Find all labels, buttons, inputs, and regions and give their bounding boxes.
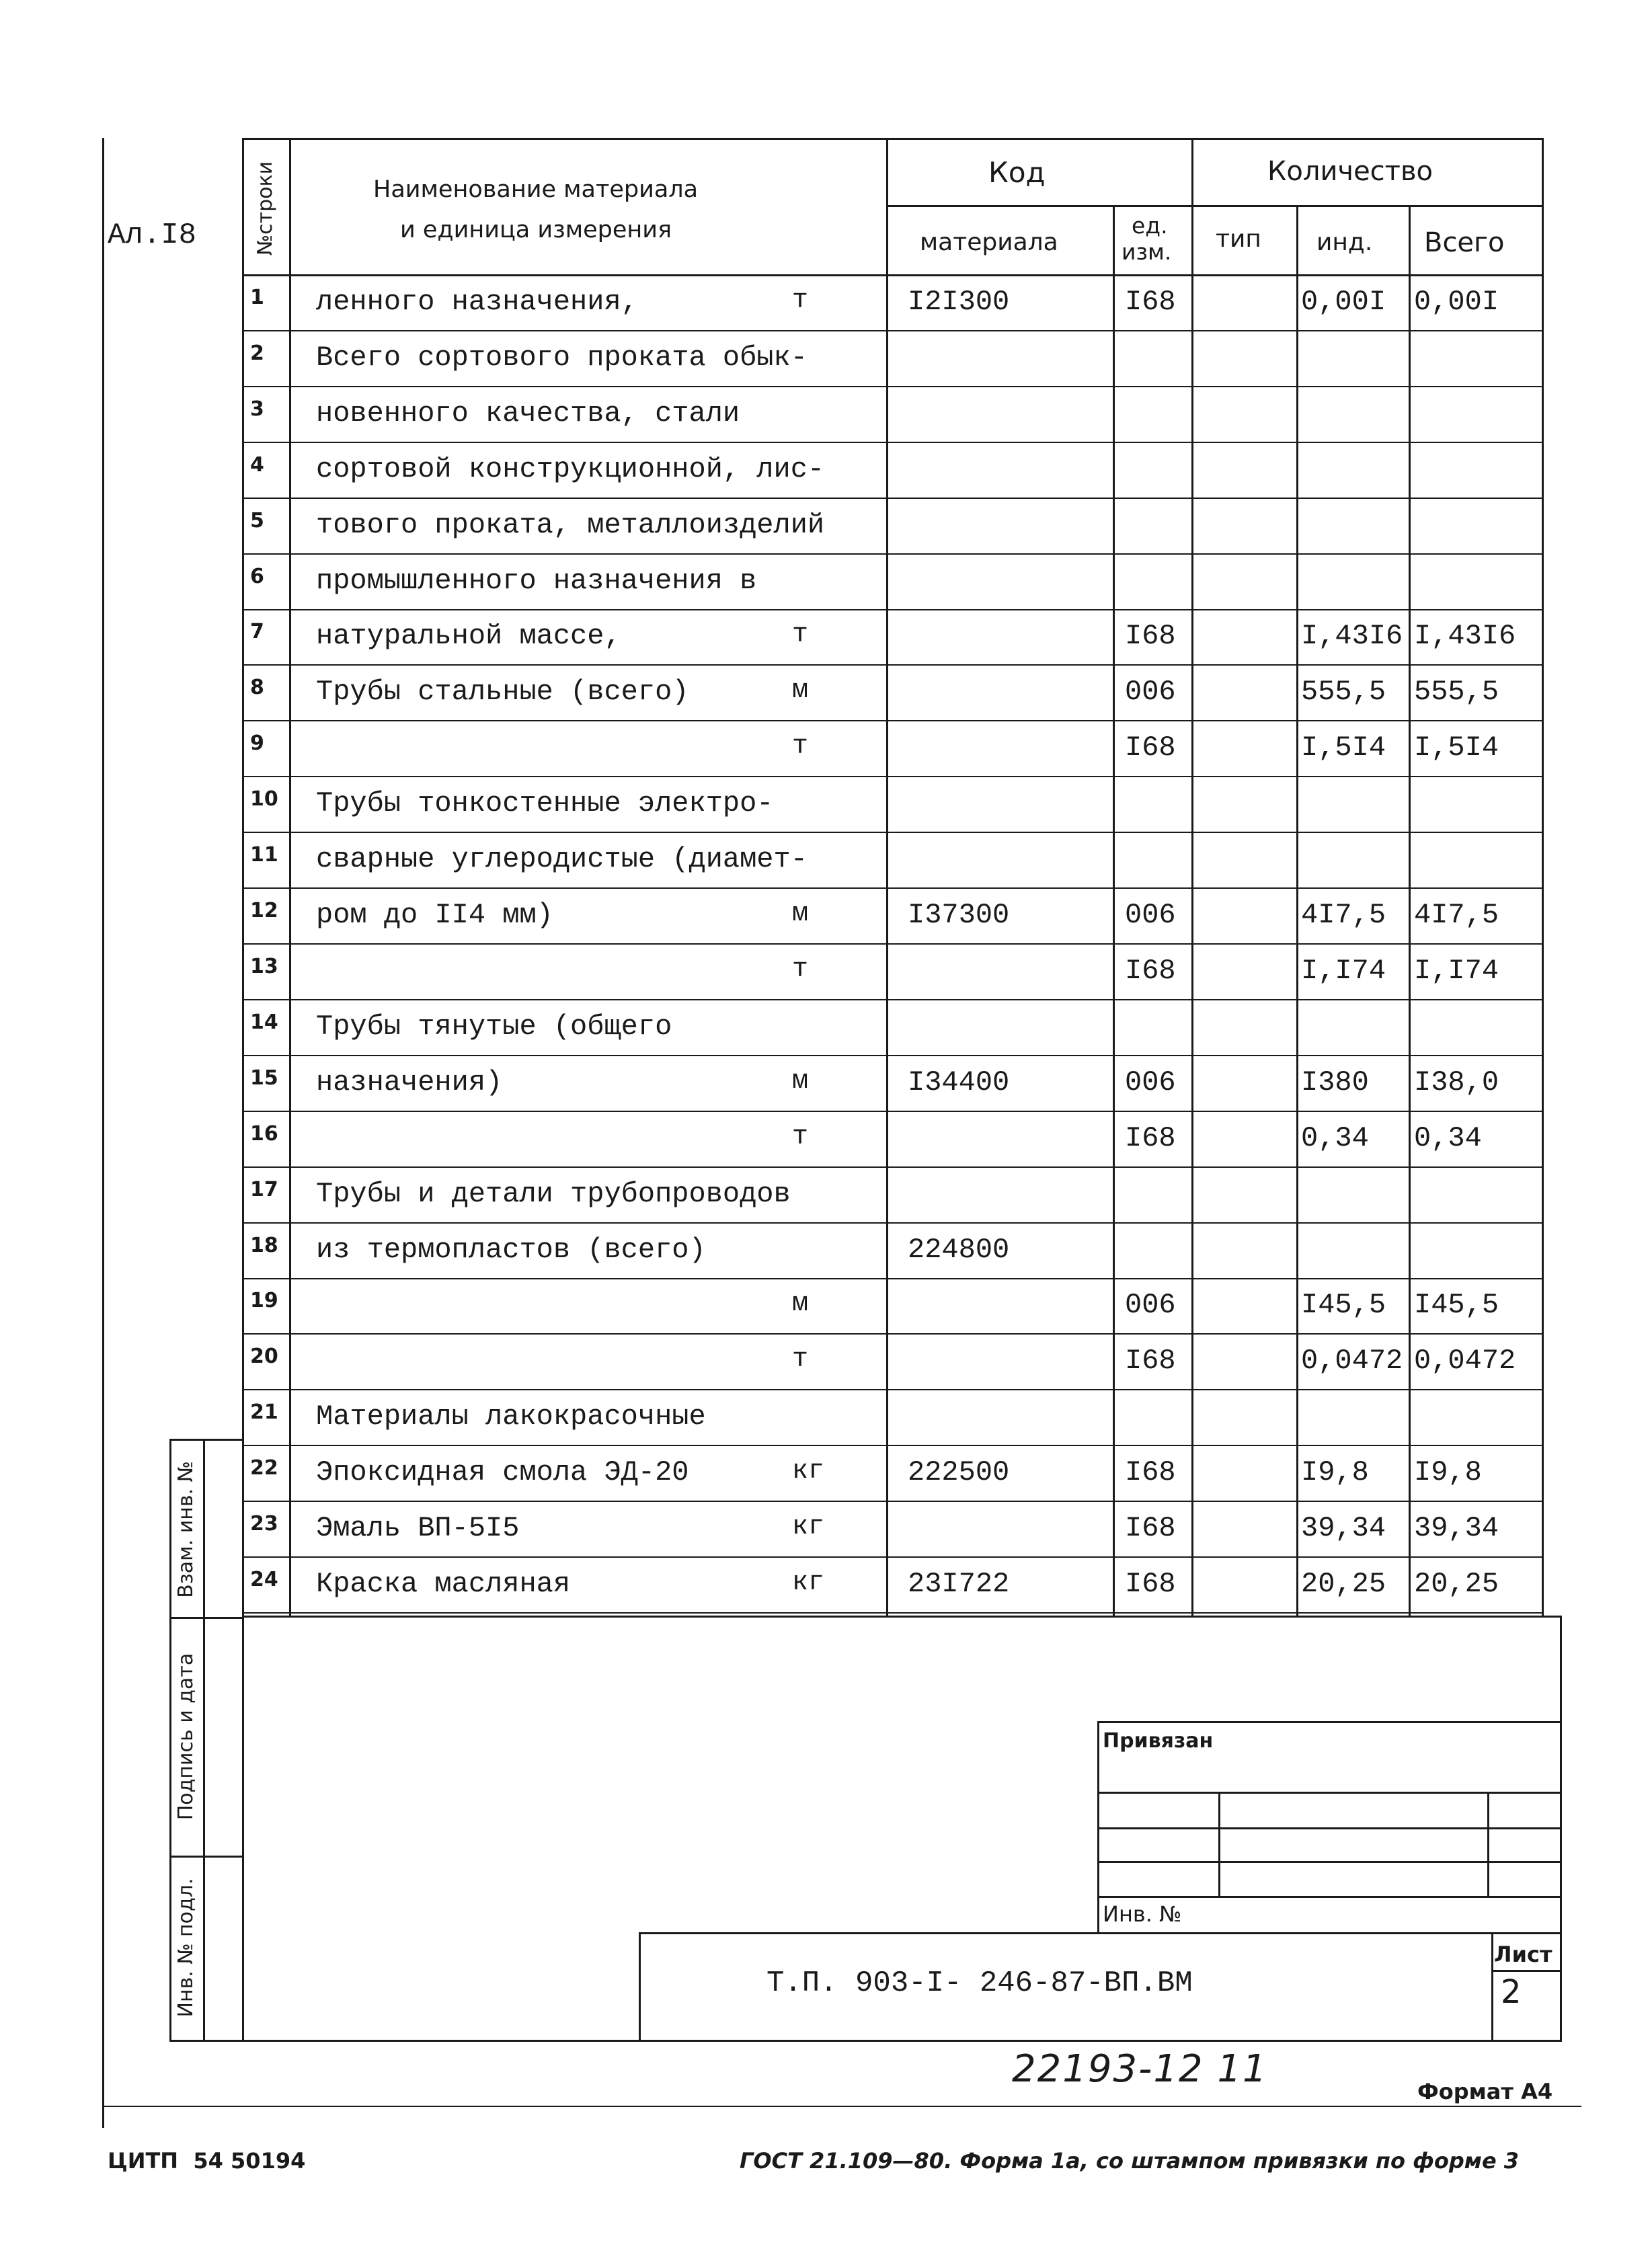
row-number: 21 — [250, 1400, 278, 1424]
row-divider — [242, 609, 1542, 610]
stamp-inv-label: Инв. № — [1103, 1901, 1182, 1927]
row-material-name: Эпоксидная смола ЭД-20 — [316, 1456, 689, 1488]
header-name-line2: и единица измерения — [400, 216, 672, 243]
row-quantity-ind: 0,34 — [1301, 1122, 1369, 1154]
title-block-list-number: 2 — [1501, 1973, 1522, 2011]
row-number: 9 — [250, 731, 264, 755]
row-material-name: назначения) — [316, 1066, 503, 1099]
footer-left-code: ЦИТП 54 50194 — [108, 2148, 306, 2174]
title-block-list-divider — [1491, 1932, 1493, 2042]
row-unit-code: I68 — [1125, 731, 1176, 764]
row-unit-code: I68 — [1125, 1512, 1176, 1544]
row-quantity-ind: 39,34 — [1301, 1512, 1386, 1544]
row-quantity-total: 4I7,5 — [1414, 899, 1499, 931]
row-quantity-ind: 0,00I — [1301, 286, 1386, 318]
col-name-divider — [289, 138, 291, 1616]
table-body-bottom-line — [242, 1616, 1562, 1618]
row-number: 12 — [250, 899, 278, 922]
row-material-code: 222500 — [908, 1456, 1010, 1488]
header-material: материала — [920, 229, 1058, 256]
title-block-bottom — [242, 2040, 1562, 2042]
row-divider — [242, 1222, 1542, 1224]
header-total: Всего — [1424, 227, 1505, 258]
row-unit-code: 006 — [1125, 676, 1176, 708]
row-number: 24 — [250, 1568, 278, 1591]
row-material-name: сварные углеродистые (диамет- — [316, 843, 808, 875]
row-material-name: ром до II4 мм) — [316, 899, 553, 931]
row-divider — [242, 1055, 1542, 1056]
title-block-list-line — [1491, 1970, 1562, 1972]
row-divider — [242, 498, 1542, 499]
row-quantity-total: I,I74 — [1414, 955, 1499, 987]
header-type: тип — [1216, 225, 1261, 253]
row-material-code: I37300 — [908, 899, 1010, 931]
stamp-inner-divider-1 — [1218, 1792, 1220, 1896]
row-unit-symbol: кг — [792, 1568, 825, 1598]
row-divider — [242, 1166, 1542, 1168]
row-number: 23 — [250, 1512, 278, 1536]
row-unit-symbol: т — [792, 955, 809, 985]
row-unit-code: 006 — [1125, 1066, 1176, 1099]
col-code-divider — [886, 138, 888, 1616]
row-unit-code: I68 — [1125, 1456, 1176, 1488]
title-block-list-label: Лист — [1494, 1942, 1552, 1967]
header-row-number: №строки — [253, 161, 277, 256]
row-unit-code: I68 — [1125, 286, 1176, 318]
stamp-inner-divider-2 — [1487, 1792, 1489, 1896]
row-unit-code: I68 — [1125, 955, 1176, 987]
left-margin-line — [102, 138, 104, 2128]
stamp-privyazan-label: Привязан — [1103, 1729, 1214, 1753]
row-quantity-ind: 4I7,5 — [1301, 899, 1386, 931]
footer-gost: ГОСТ 21.109—80. Форма 1а, со штампом привязки по форме 3 — [740, 2148, 1520, 2174]
row-material-code: I34400 — [908, 1066, 1010, 1099]
row-quantity-total: 0,34 — [1414, 1122, 1482, 1154]
row-quantity-ind: 555,5 — [1301, 676, 1386, 708]
row-number: 1 — [250, 286, 264, 309]
row-material-name: новенного качества, стали — [316, 397, 740, 430]
row-material-name: Трубы тонкостенные электро- — [316, 787, 774, 820]
row-quantity-ind: I9,8 — [1301, 1456, 1369, 1488]
row-quantity-total: 555,5 — [1414, 676, 1499, 708]
row-quantity-ind: I,5I4 — [1301, 731, 1386, 764]
row-quantity-total: I,43I6 — [1414, 620, 1516, 652]
row-quantity-total: 20,25 — [1414, 1568, 1499, 1600]
row-quantity-total: 39,34 — [1414, 1512, 1499, 1544]
row-unit-code: I68 — [1125, 1345, 1176, 1377]
title-block-left — [639, 1932, 641, 2042]
row-number: 20 — [250, 1345, 278, 1368]
row-material-name: Материалы лакокрасочные — [316, 1400, 706, 1433]
row-divider — [242, 887, 1542, 889]
row-quantity-total: I9,8 — [1414, 1456, 1482, 1488]
row-unit-code: I68 — [1125, 620, 1176, 652]
row-material-name: тового проката, металлоизделий — [316, 509, 825, 541]
side-stamp-line-1 — [169, 1617, 242, 1619]
header-quantity: Количество — [1267, 156, 1433, 187]
row-divider — [242, 776, 1542, 777]
col-total-divider — [1542, 138, 1544, 1616]
row-quantity-total: 0,00I — [1414, 286, 1499, 318]
row-quantity-total: I45,5 — [1414, 1289, 1499, 1321]
row-divider — [242, 1111, 1542, 1112]
row-number: 7 — [250, 620, 264, 643]
row-quantity-ind: 0,0472 — [1301, 1345, 1403, 1377]
row-divider — [242, 1445, 1542, 1446]
row-divider — [242, 664, 1542, 666]
handwritten-inventory-number: 22193-12 11 — [1012, 2047, 1268, 2091]
col-qty-divider — [1191, 138, 1193, 1616]
col-type-divider — [1296, 205, 1298, 1616]
row-number: 16 — [250, 1122, 278, 1146]
row-number: 3 — [250, 397, 264, 421]
side-label-vzam-inv: Взам. инв. № — [174, 1461, 198, 1598]
row-unit-code: I68 — [1125, 1122, 1176, 1154]
footer-line — [102, 2106, 1581, 2107]
stamp-privyazan-top — [1097, 1721, 1562, 1723]
row-quantity-total: I38,0 — [1414, 1066, 1499, 1099]
header-unit-line2: изм. — [1122, 239, 1172, 265]
row-divider — [242, 720, 1542, 721]
header-ind: инд. — [1316, 229, 1373, 256]
row-divider — [242, 1278, 1542, 1279]
row-divider — [242, 943, 1542, 945]
side-stamp-inner-border — [203, 1439, 205, 2042]
row-material-name: Всего сортового проката обык- — [316, 342, 808, 374]
row-unit-symbol: м — [792, 1066, 809, 1097]
row-number: 5 — [250, 509, 264, 532]
row-unit-symbol: т — [792, 731, 809, 762]
row-material-name: Краска масляная — [316, 1568, 571, 1600]
row-unit-symbol: т — [792, 286, 809, 316]
row-divider — [242, 1333, 1542, 1335]
row-quantity-ind: I45,5 — [1301, 1289, 1386, 1321]
row-material-name: Трубы тянутые (общего — [316, 1010, 672, 1043]
header-unit-line1: ед. — [1132, 212, 1168, 239]
row-unit-symbol: кг — [792, 1456, 825, 1486]
row-divider — [242, 386, 1542, 387]
row-number: 19 — [250, 1289, 278, 1312]
row-quantity-ind: I380 — [1301, 1066, 1369, 1099]
row-divider — [242, 1501, 1542, 1502]
row-divider — [242, 442, 1542, 443]
row-number: 6 — [250, 565, 264, 588]
header-mid-line — [886, 205, 1542, 207]
row-divider — [242, 999, 1542, 1000]
row-unit-symbol: м — [792, 899, 809, 929]
row-divider — [242, 553, 1542, 555]
format-label: Формат А4 — [1417, 2079, 1553, 2104]
row-material-code: I2I300 — [908, 286, 1010, 318]
table-left-border — [242, 138, 244, 2042]
row-number: 14 — [250, 1010, 278, 1034]
row-material-name: Эмаль ВП-5I5 — [316, 1512, 520, 1544]
header-name-line1: Наименование материала — [373, 176, 699, 203]
stamp-line-1 — [1097, 1792, 1562, 1794]
col-unit-divider — [1113, 205, 1115, 1616]
header-code: Код — [988, 156, 1046, 189]
row-material-name: промышленного назначения в — [316, 565, 757, 597]
stamp-line-3 — [1097, 1861, 1562, 1863]
row-number: 4 — [250, 453, 264, 477]
stamp-line-4 — [1097, 1896, 1562, 1898]
side-label-inv-podl: Инв. № подл. — [174, 1878, 198, 2018]
table-top-border — [242, 138, 1542, 140]
row-unit-symbol: т — [792, 1122, 809, 1152]
row-divider — [242, 1389, 1542, 1390]
row-quantity-ind: I,43I6 — [1301, 620, 1403, 652]
row-unit-symbol: т — [792, 620, 809, 650]
row-quantity-ind: 20,25 — [1301, 1568, 1386, 1600]
row-material-code: 224800 — [908, 1234, 1010, 1266]
row-material-name: из термопластов (всего) — [316, 1234, 706, 1266]
row-material-name: натуральной массе, — [316, 620, 621, 652]
sheet-reference: Ал.I8 — [108, 219, 197, 252]
side-stamp-top-line — [169, 1439, 242, 1441]
side-label-podpis-data: Подпись и дата — [174, 1653, 198, 1821]
row-unit-code: I68 — [1125, 1568, 1176, 1600]
col-ind-divider — [1409, 205, 1411, 1616]
title-block-doc-code: Т.П. 903-I- 246-87-ВП.ВМ — [766, 1967, 1193, 2000]
row-material-name: сортовой конструкционной, лис- — [316, 453, 825, 485]
row-number: 10 — [250, 787, 278, 811]
row-number: 18 — [250, 1234, 278, 1257]
header-bottom-line — [242, 274, 1542, 276]
row-unit-code: 006 — [1125, 899, 1176, 931]
row-number: 2 — [250, 342, 264, 365]
row-divider — [242, 832, 1542, 833]
row-number: 13 — [250, 955, 278, 978]
row-divider — [242, 1612, 1542, 1614]
row-unit-symbol: т — [792, 1345, 809, 1375]
stamp-line-2 — [1097, 1827, 1562, 1829]
row-number: 11 — [250, 843, 278, 867]
row-unit-symbol: м — [792, 1289, 809, 1319]
row-quantity-total: I,5I4 — [1414, 731, 1499, 764]
row-material-name: ленного назначения, — [316, 286, 638, 318]
row-number: 8 — [250, 676, 264, 699]
row-quantity-ind: I,I74 — [1301, 955, 1386, 987]
row-unit-symbol: м — [792, 676, 809, 706]
table-right-border — [1560, 1617, 1562, 2042]
title-block-top — [639, 1932, 1562, 1934]
row-material-name: Трубы стальные (всего) — [316, 676, 689, 708]
row-unit-symbol: кг — [792, 1512, 825, 1542]
row-quantity-total: 0,0472 — [1414, 1345, 1516, 1377]
row-divider — [242, 330, 1542, 331]
row-material-name: Трубы и детали трубопроводов — [316, 1178, 791, 1210]
row-material-code: 23I722 — [908, 1568, 1010, 1600]
row-number: 15 — [250, 1066, 278, 1090]
side-stamp-left-border — [169, 1439, 171, 2042]
row-number: 17 — [250, 1178, 278, 1201]
row-number: 22 — [250, 1456, 278, 1480]
row-unit-code: 006 — [1125, 1289, 1176, 1321]
row-divider — [242, 1556, 1542, 1558]
